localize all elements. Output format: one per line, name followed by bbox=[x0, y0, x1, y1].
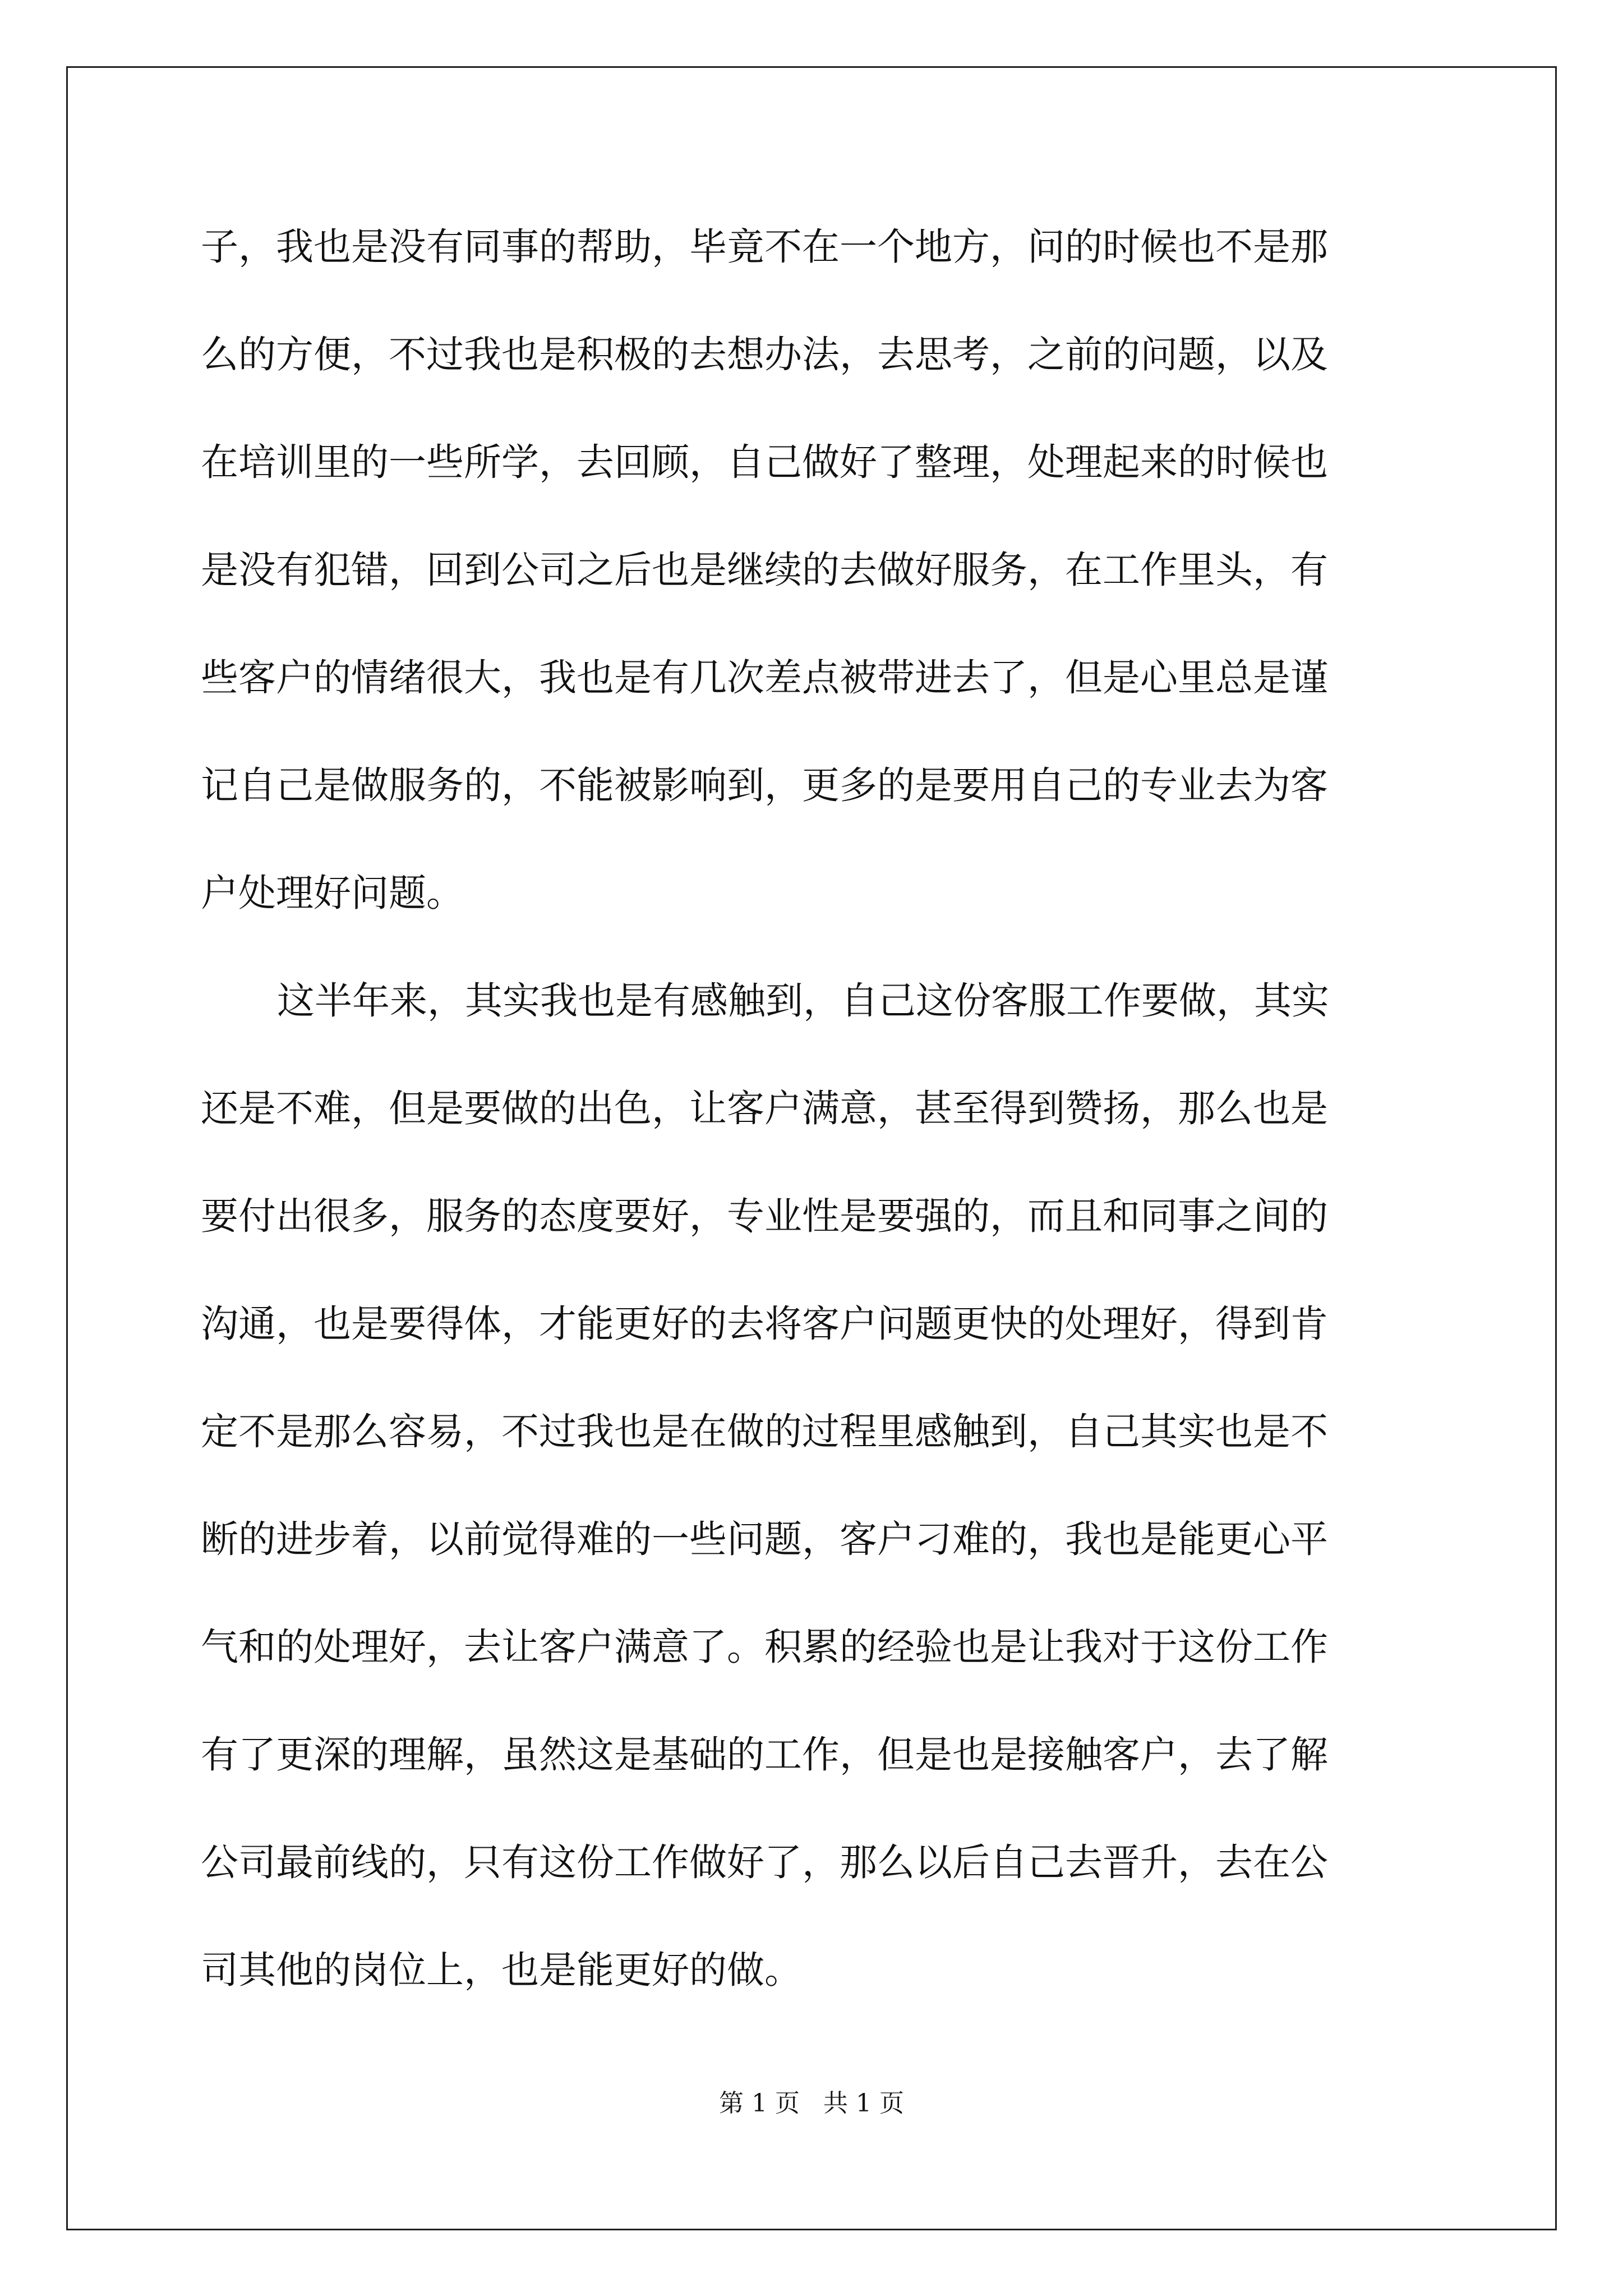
text-line: 这半年来，其实我也是有感触到，自己这份客服工作要做，其实 bbox=[277, 979, 1329, 1023]
text-line: 记自己是做服务的，不能被影响到，更多的是要用自己的专业去为客 bbox=[201, 763, 1328, 807]
text-line: 是没有犯错，回到公司之后也是继续的去做好服务，在工作里头，有 bbox=[201, 548, 1328, 592]
text-line: 定不是那么容易，不过我也是在做的过程里感触到，自己其实也是不 bbox=[201, 1410, 1328, 1453]
text-line: 子，我也是没有同事的帮助，毕竟不在一个地方，问的时候也不是那 bbox=[201, 225, 1328, 269]
text-line: 在培训里的一些所学，去回顾，自己做好了整理，处理起来的时候也 bbox=[201, 440, 1328, 484]
text-line: 户处理好问题。 bbox=[201, 871, 464, 915]
text-line: 么的方便，不过我也是积极的去想办法，去思考，之前的问题，以及 bbox=[201, 333, 1328, 376]
text-line: 气和的处理好，去让客户满意了。积累的经验也是让我对于这份工作 bbox=[201, 1625, 1328, 1669]
text-line: 有了更深的理解，虽然这是基础的工作，但是也是接触客户，去了解 bbox=[201, 1733, 1328, 1777]
page-number: 第 1 页 共 1 页 bbox=[719, 2089, 904, 2118]
text-line: 司其他的岗位上，也是能更好的做。 bbox=[201, 1948, 802, 1992]
text-line: 还是不难，但是要做的出色，让客户满意，甚至得到赞扬，那么也是 bbox=[201, 1087, 1328, 1130]
text-line: 断的进步着，以前觉得难的一些问题，客户刁难的，我也是能更心平 bbox=[201, 1517, 1328, 1561]
text-line: 些客户的情绪很大，我也是有几次差点被带进去了，但是心里总是谨 bbox=[201, 656, 1328, 700]
text-line: 沟通，也是要得体，才能更好的去将客户问题更快的处理好，得到肯 bbox=[201, 1302, 1328, 1346]
text-line: 公司最前线的，只有这份工作做好了，那么以后自己去晋升，去在公 bbox=[201, 1841, 1328, 1884]
page-border bbox=[66, 66, 1557, 2230]
text-line: 要付出很多，服务的态度要好，专业性是要强的，而且和同事之间的 bbox=[201, 1194, 1328, 1238]
